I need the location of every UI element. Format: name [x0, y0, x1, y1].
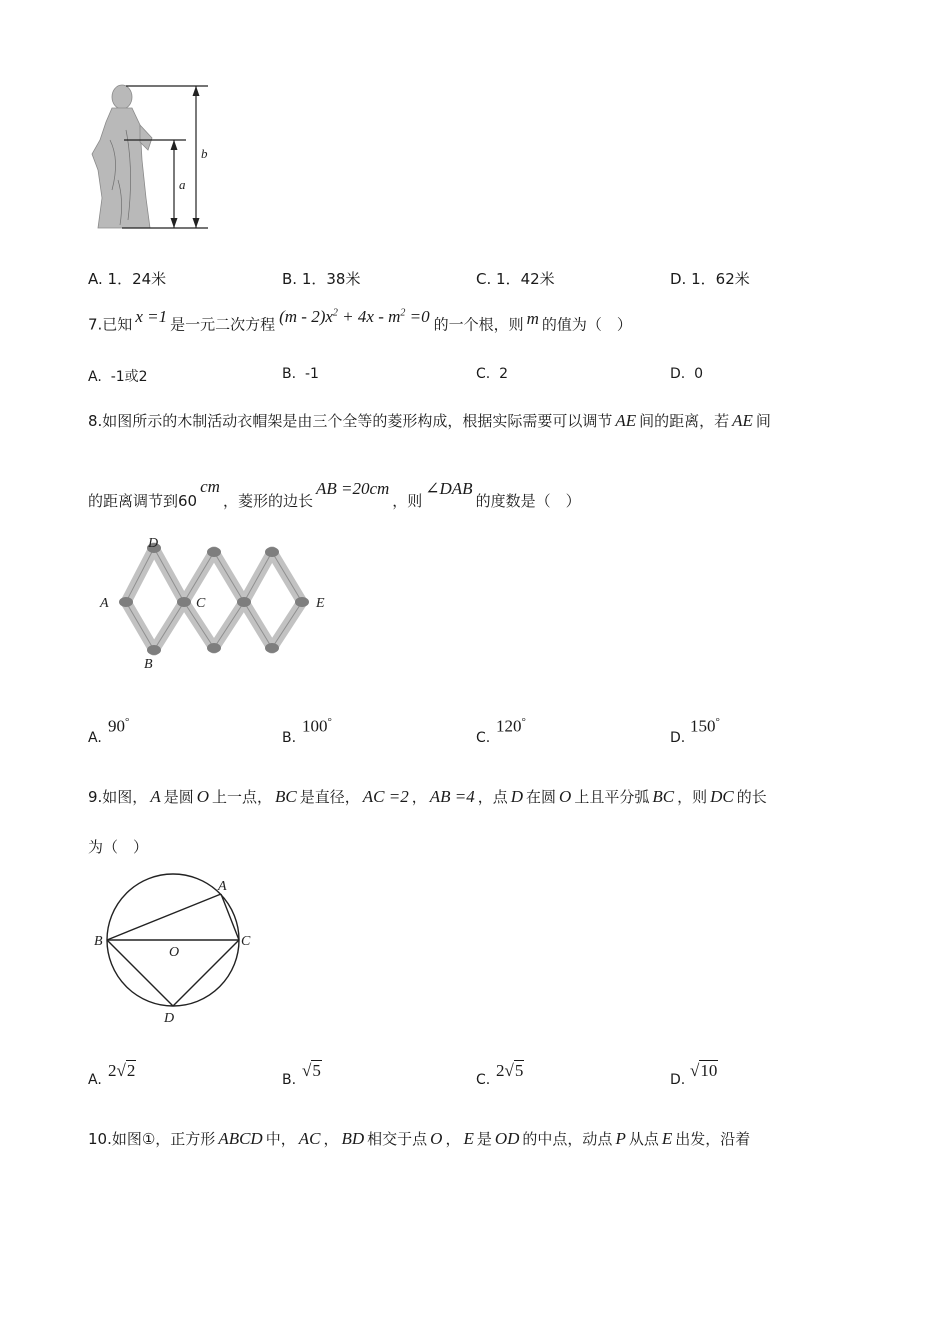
circle-label-c: C [241, 934, 251, 949]
circle-label-o: O [169, 945, 180, 960]
segment-dc [173, 940, 239, 1006]
circle-figure [92, 868, 262, 1024]
rack-label-b: B [144, 657, 153, 672]
circle-label-b: B [94, 934, 103, 949]
q7-option-d[interactable]: D. 0 [670, 366, 704, 382]
statue-image [92, 85, 152, 228]
label-b: b [201, 146, 208, 161]
segment-bd [107, 940, 173, 1006]
segment-ac [221, 894, 239, 940]
statue-figure [82, 80, 222, 238]
rack-label-e: E [316, 596, 325, 611]
circle-label-d: D [164, 1011, 175, 1024]
coat-rack-figure [96, 532, 336, 674]
q7-option-a[interactable]: A. -1或2 [88, 369, 148, 385]
coat-rack-bars [126, 548, 302, 650]
q8-stem-line1: 8.如图所示的木制活动衣帽架是由三个全等的菱形构成，根据实际需要可以调节 AE 间的距离，若 AE 间 [88, 411, 771, 430]
sqrt-icon: √ [690, 1061, 700, 1080]
sqrt-icon: √ [504, 1061, 514, 1080]
q7-option-c[interactable]: C. 2 [476, 366, 509, 382]
q7-option-b[interactable]: B. -1 [282, 366, 319, 382]
sqrt-icon: √ [116, 1061, 126, 1080]
q7-stem: 7.已知 x =1 是一元二次方程 $(m - 2)x^2 + 4x - m^2 =0$ 的一个根，则 m 的值为（ ） [88, 306, 632, 334]
q6-option-b[interactable]: B. 1．38米 [282, 270, 361, 288]
q9-stem-line2: 为（ ） [88, 838, 149, 856]
rack-label-a: A [100, 596, 109, 611]
q9-stem-line1: 9.如图， A 是圆 O 上一点， BC 是直径， AC =2 ， AB =4 ，点 D 在圆 O 上且平分弧 BC ，则 DC 的长 [88, 787, 767, 806]
q6-option-c[interactable]: C. 1．42米 [476, 270, 555, 288]
segment-ba [107, 894, 221, 940]
sqrt-icon: √ [302, 1061, 312, 1080]
rack-label-c: C [196, 596, 206, 611]
circle-label-a: A [218, 879, 227, 894]
q6-option-d[interactable]: D. 1．62米 [670, 270, 750, 288]
label-a: a [179, 177, 186, 192]
q6-option-a[interactable]: A. 1．24米 [88, 270, 167, 288]
rack-label-d: D [148, 536, 159, 551]
q8-stem-line2: 的距离调节到60cm，菱形的边长AB =20cm，则∠DAB的度数是（ ） [88, 477, 581, 510]
q10-stem: 10.如图①，正方形 ABCD 中， AC ， BD 相交于点 O ， E 是 OD 的中点，动点 P 从点 E 出发，沿着 [88, 1129, 751, 1148]
